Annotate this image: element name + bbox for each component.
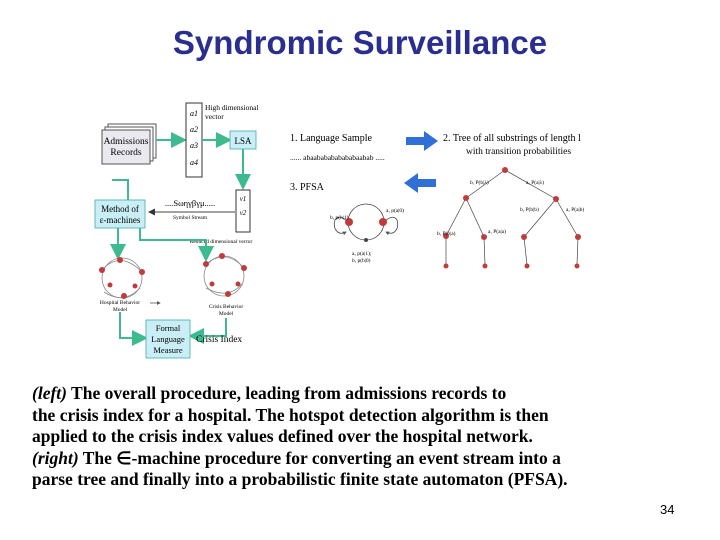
- crisis-model-label-line2: Model: [218, 311, 234, 317]
- formal-label-line3: Measure: [153, 345, 183, 355]
- reduced-symbol-v2: v2: [239, 209, 247, 217]
- tree-label-2: a, P(a|λ): [526, 180, 545, 186]
- reduced-symbol-v1: v1: [239, 195, 247, 203]
- formal-language-measure-box: [146, 320, 190, 358]
- step2-line1: 2. Tree of all substrings of length l: [443, 133, 581, 144]
- tree-to-pfsa-arrow: [404, 173, 436, 193]
- caption-line3: applied to the crisis index values defined over the hospital network.: [32, 426, 533, 446]
- caption-right-tag: (right): [32, 447, 79, 468]
- caption-line1: The overall procedure, leading from admissions records to: [66, 383, 507, 403]
- caption-left-tag: (left): [32, 383, 67, 403]
- method-of-emachines-box: [95, 200, 145, 228]
- method-label-line1: Method of: [101, 204, 139, 214]
- vector-label-line1: High dimensional: [205, 103, 259, 112]
- figure-caption: [32, 383, 672, 491]
- tree-label-6: a, P(a|b): [566, 207, 585, 213]
- caption-line4: The ∈-machine procedure for converting an event stream into a: [78, 447, 561, 468]
- step2-line2: with transition probabilities: [466, 147, 572, 157]
- tree-label-3: b, P(b|a): [437, 231, 456, 237]
- pfsa-diagram: [330, 204, 404, 264]
- vector-symbol-a3: a3: [190, 141, 198, 150]
- page-number: 34: [660, 502, 675, 517]
- method-label-line2: ε-machines: [99, 215, 141, 225]
- pfsa-label-b0: b, p(b|0): [352, 258, 371, 264]
- admissions-records-box: [102, 124, 156, 164]
- crisis-model-label-line1: Crisis Behavior: [208, 304, 244, 310]
- vector-symbol-a4: a4: [190, 158, 198, 167]
- tree-label-4: a, P(a|a): [488, 229, 506, 235]
- tree-label-5: b, P(b|b): [520, 207, 539, 213]
- pfsa-label-a0: a, p(a|0): [386, 208, 404, 214]
- language-sample-text: ...... abaababababababaabab .....: [290, 153, 385, 162]
- parse-tree: [446, 170, 578, 265]
- tree-label-1: b, P(b|λ): [470, 180, 489, 186]
- pfsa-label-a1: a, p(a|1);: [352, 251, 372, 257]
- parse-tree-nodes: [443, 167, 581, 269]
- caption-line2: the crisis index for a hospital. The hotspot detection algorithm is then: [32, 404, 549, 425]
- lsa-label: LSA: [234, 136, 252, 146]
- step1-label: 1. Language Sample: [290, 133, 372, 144]
- symbol-stream-label: Symbol Stream: [172, 215, 208, 221]
- admissions-label-line1: Admissions: [103, 137, 149, 147]
- vector-symbol-a1: a1: [190, 109, 198, 118]
- step3-label: 3. PFSA: [290, 182, 324, 193]
- hospital-model-label-line1: Hospital Behavior: [99, 300, 141, 306]
- sample-to-tree-arrow: [406, 131, 438, 151]
- pfsa-label-b1: b, p(b|1): [330, 215, 349, 221]
- crisis-index-label: Crisis Index: [196, 335, 243, 345]
- hospital-model-label-line2: Model: [112, 307, 128, 313]
- page-title: Syndromic Surveillance: [172, 24, 548, 61]
- caption-line5: parse tree and finally into a probabilistic finite state automaton (PFSA).: [32, 469, 568, 489]
- admissions-label-line2: Records: [110, 148, 142, 158]
- hospital-behavior-model: [99, 257, 145, 313]
- vector-label-line2: vector: [205, 112, 224, 121]
- reduced-vector-label: Reduced dimensional vector: [189, 239, 253, 245]
- formal-label-line2: Language: [151, 334, 185, 344]
- lsa-box: [230, 131, 256, 149]
- formal-label-line1: Formal: [155, 323, 181, 333]
- symbol-stream-text: ....Sωηγβγμ.....: [164, 198, 216, 208]
- vector-symbol-a2: a2: [190, 125, 198, 134]
- crisis-behavior-model: [203, 253, 247, 317]
